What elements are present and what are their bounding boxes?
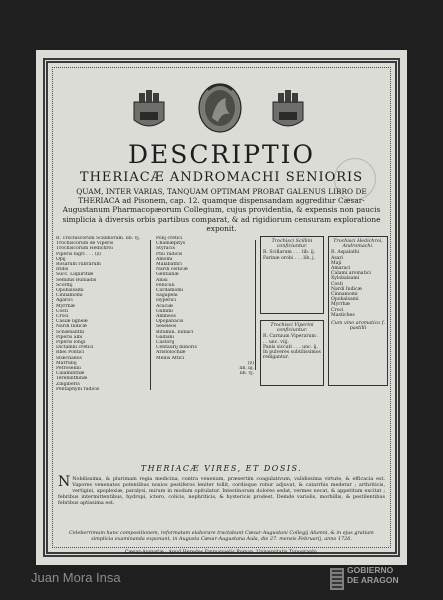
ingredient-line: Gentianæ	[156, 272, 179, 278]
ingredient-line: Opopanacis	[156, 319, 184, 325]
recipe-lines	[263, 250, 321, 260]
ingredients-column-2	[156, 236, 254, 376]
ingredient-line: Polij cretici	[156, 236, 183, 241]
ingredient-line: Mellis Attici	[156, 355, 185, 361]
ingredient-line: Casiæ ligneæ	[56, 319, 88, 325]
recipe-heading: Trochisci Viperini conficiuntur.	[270, 323, 314, 334]
drop-cap: N	[58, 474, 71, 490]
ingredient-line: Amaraci	[331, 266, 351, 272]
bracket-divider	[150, 240, 151, 390]
ingredient-line: Pentaphylli radicis	[56, 386, 100, 392]
recipe-footnote: Cum vino aromatico f. pastilli	[331, 321, 385, 332]
page-title: DESCRIPTIO	[127, 140, 316, 169]
ingredient-line: Piperis nigri . . . (z)	[56, 251, 101, 257]
ingredient-line: Myrrhæ	[331, 302, 350, 308]
ingredients-table	[54, 236, 389, 456]
lion-crest-center-icon	[196, 82, 244, 134]
ingredients-column-1	[56, 236, 148, 392]
dosage-mark: lib. vj.	[239, 371, 254, 377]
ingredient-line: Feniculi	[156, 282, 175, 288]
intro-paragraph: QUAM, INTER VARIAS, TANQUAM OPTIMAM PROBAT GALENUS LIBRO DE THERIACA ad Pisonem, cap. 12. quamque dispensandam aggreditur Cæsar-Augustanum Pharmacopæorum Collegium, cujus providentia, & expensis non paucis simplicia à diversis orbis partibus comparat, & ad rigidiorum censuram exploratione exponit.	[62, 187, 381, 233]
ingredient-line: Calaminthæ	[56, 371, 85, 377]
ingredient-line: Galbani	[156, 334, 174, 340]
body-paragraph	[58, 476, 385, 506]
ingredient-line: Myrrhæ	[56, 303, 75, 309]
ingredient-line: Dictamni cretici	[56, 345, 94, 351]
recipe-box-hedichroi	[328, 236, 388, 386]
ingredient-line: In pulveres subtilissimos redigantur.	[263, 350, 321, 361]
printer-imprint: Cæsar-Augustæ : Apud Heredes Emmanuelis Roman, Universitatis Typographi.	[124, 550, 319, 555]
ingredient-line: Seseleos	[156, 324, 177, 330]
ingredient-line: Phu radicis	[156, 251, 183, 257]
ingredient-line: Sagapeni	[156, 293, 178, 299]
ingredient-line: Scordij	[56, 282, 73, 288]
ingredient-line: Croci	[331, 307, 344, 313]
ingredient-line: Rosarum rubrarum	[56, 262, 101, 268]
ingredient-line: Hyperici	[156, 298, 176, 304]
recipe-heading: Trochisci Scillini conficiuntur.	[271, 239, 313, 250]
ingredient-line: Cardamomi	[156, 288, 184, 294]
ingredient-line: Cinnamomi	[56, 293, 83, 299]
ingredient-line: Opij	[56, 256, 66, 262]
ingredient-line: Zingiberis	[56, 381, 80, 387]
document-print	[36, 50, 407, 565]
ingredient-line: Succ. Liquiritiæ	[56, 272, 94, 278]
ingredient-line: Styracis	[156, 246, 175, 252]
institution-line-1: GOBIERNO	[347, 565, 394, 575]
ingredient-line: Opobalsami	[331, 297, 359, 303]
recipe-heading: Trochisci Hedichroi, Andromachi.	[333, 239, 383, 250]
ingredient-line: Anisi	[156, 277, 168, 283]
ingredient-line: Marrubij	[56, 360, 77, 366]
ingredient-line: Castorij	[156, 340, 175, 346]
ingredient-line: Mastiches	[331, 312, 355, 318]
ingredient-line: Seminis Buniadis	[56, 277, 97, 283]
body-text: Nobilissima, & plurimam regia medicina, contra venenum, præsertim coagulativum, validissima virtute, & efficacia est. Vapores venenatos potentibus noxios pestiferos leniter tollit, cordisque robur adjuvat, & catarrhis medetur ; arthriticis, vertigini, apoplexiæ, paralysi, mirum in modum opitulatur. Intestinorum dolores sedat, vermes necat, & appetitum excitat ; febribus intermittentibus, hydropi, ictero, colicis, nephriticis, & hystericis prodest. Deinde variolis, morbillis, & pestilentibus febribus aptissima est.	[58, 476, 385, 507]
ingredient-line: R. Scillarum . . . lib. ij.	[263, 250, 316, 256]
ingredient-line: Trochiscorum Hedichroi	[56, 246, 113, 252]
ingredient-line: Schœnanthi	[56, 329, 85, 335]
ingredient-line: Agarici	[56, 298, 73, 304]
ingredient-line: Costi	[56, 308, 68, 314]
castle-crest-left-icon	[130, 88, 168, 132]
ingredient-line: Amomi	[156, 256, 173, 262]
ingredient-line: Bitumin. Iudaici	[156, 329, 194, 335]
castle-crest-right-icon	[269, 88, 307, 132]
ingredient-line: Nardi celticæ	[156, 267, 188, 273]
ingredient-line: Acaciæ	[156, 303, 173, 309]
ingredient-line: Gummi	[156, 308, 173, 314]
ingredient-line: Iridis	[56, 267, 69, 273]
ingredient-line: Terebinthinæ	[56, 376, 88, 382]
ingredient-line: Malabathri	[156, 262, 182, 268]
ingredient-line: Calami aromatici	[331, 271, 371, 277]
ingredient-line: Nardi Indicæ	[56, 324, 87, 330]
ingredient-line: Croci	[56, 314, 69, 320]
ingredient-line: Nardi Indicæ	[331, 286, 362, 292]
ingredient-line: Opobalsami	[56, 288, 84, 294]
ingredient-line: Centaurij minoris	[156, 345, 197, 351]
closing-paragraph: Celeberrimum hanc compositionem, reformatam elaborare tractabunt Cæsar-Augustani Collegij Alumni, & in ejus gratiam simplicia examinanda exponunt, in Augusta Cæsar-Augustana Aula, die 27. mensis Februarij, anno 1726.	[69, 530, 374, 543]
recipe-lines	[331, 250, 385, 318]
dosage-mark: lib. iij.	[239, 366, 254, 372]
page-subtitle: THERIACÆ ANDROMACHI SENIORIS	[79, 170, 364, 185]
ingredient-line: Trochiscorum de Viperis	[56, 241, 114, 247]
ingredient-line: R. Aspalathi	[331, 250, 360, 256]
ingredient-line: Aristolochiæ	[156, 350, 186, 356]
ingredient-line: Asari	[331, 255, 344, 261]
dosage-mark: (z)	[247, 360, 254, 366]
section-heading-vires: THERIACÆ VIRES, ET DOSIS.	[140, 464, 303, 473]
recipe-box-viperini	[260, 320, 324, 386]
ingredient-line: Maji	[331, 260, 342, 266]
ingredient-line: Costi	[331, 281, 343, 287]
ingredient-line: R. Carnium Viperarum . . . unc. viij.	[263, 334, 319, 345]
ingredient-line: Panis siccati . . . unc. ij.	[263, 344, 318, 350]
ingredient-line: Piperis albi	[56, 334, 83, 340]
bracket-divider	[255, 240, 256, 370]
ingredient-line: Chamæpitys	[156, 241, 186, 247]
ingredient-line: Cinnamomi	[331, 292, 358, 298]
ingredient-line: Ammeos	[156, 314, 176, 320]
ingredient-line: Xylobalsami	[331, 276, 360, 282]
ingredient-line: Farinæ orobi . . . lib. j.	[263, 255, 316, 261]
institution-line-2: DE ARAGON	[347, 574, 399, 585]
ingredient-line: Rhei Pontici	[56, 350, 85, 356]
ingredient-line: Piperis longi	[56, 340, 86, 346]
recipe-box-scillini	[260, 236, 324, 314]
recipe-lines	[263, 334, 321, 360]
photographer-credit: Juan Mora Insa	[31, 570, 121, 585]
ingredient-line: Petroselini	[56, 366, 81, 372]
ingredient-line: Stœchados	[56, 355, 82, 361]
ingredient-line: R. Trochiscorum Scillinorum. lib. vj.	[56, 236, 141, 241]
aragon-government-logo-icon	[330, 568, 344, 594]
institution-credit	[347, 566, 399, 585]
